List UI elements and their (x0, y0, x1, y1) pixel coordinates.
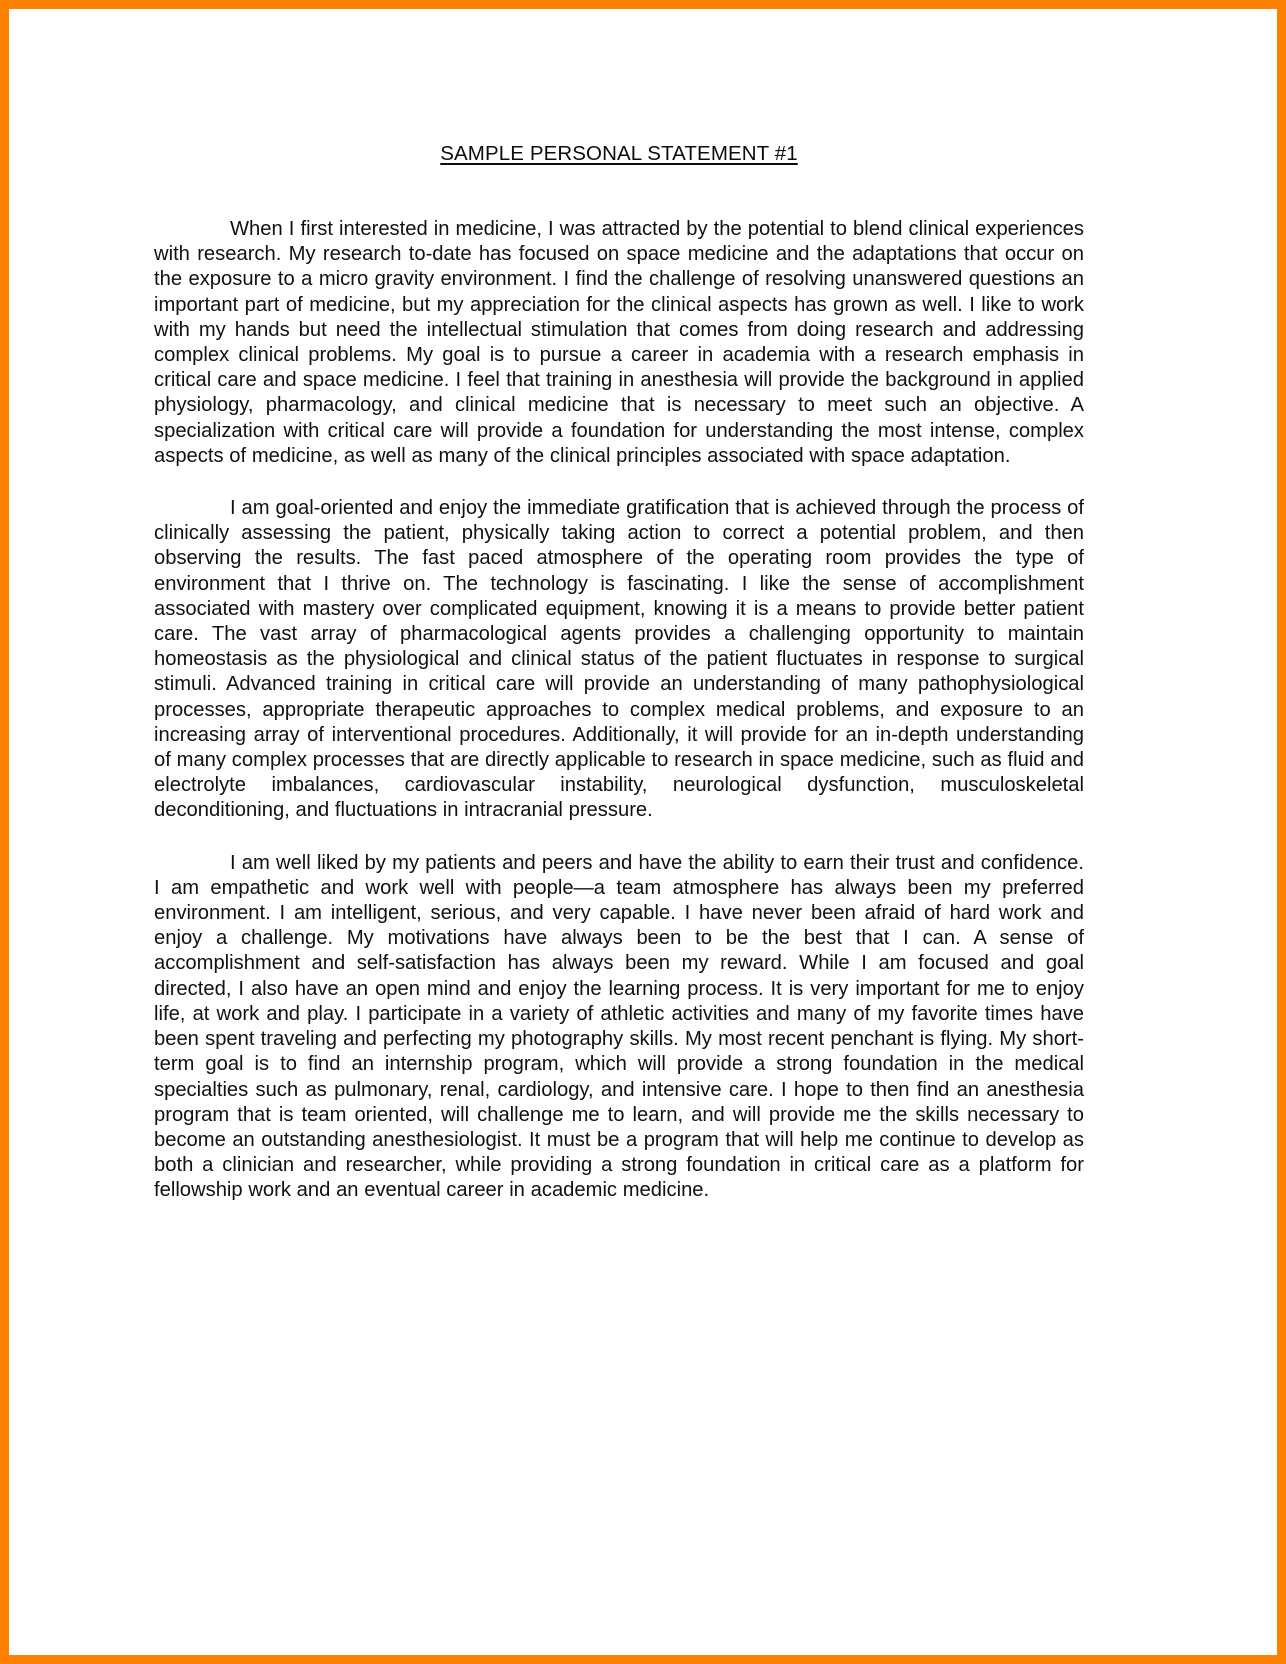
paragraph-3: I am well liked by my patients and peers and have the ability to earn their trust and confidence. I am empathetic and work well with people—a team atmosphere has always been my preferred environment. I am intelligent, serious, and very capable. I have never been afraid of hard work and enjoy a challenge. My motivations have always been to be the best that I can. A sense of accomplishment and self-satisfaction has always been my reward. While I am focused and goal directed, I also have an open mind and enjoy the learning process. It is very important for me to enjoy life, at work and play. I participate in a variety of athletic activities and many of my favorite times have been spent traveling and perfecting my photography skills. My most recent penchant is flying. My short-term goal is to find an internship program, which will provide a strong foundation in the medical specialties such as pulmonary, renal, cardiology, and intensive care. I hope to then find an anesthesia program that is team oriented, will challenge me to learn, and will provide me the skills necessary to become an outstanding anesthesiologist. It must be a program that will help me continue to develop as both a clinician and researcher, while providing a strong foundation in critical care as a platform for fellowship work and an eventual career in academic medicine. (154, 851, 1084, 1202)
paragraph-1: When I first interested in medicine, I was attracted by the potential to blend clinical experiences with research. My research to-date has focused on space medicine and the adaptations that occur on the exposure to a micro gravity environment. I find the challenge of resolving unanswered questions an important part of medicine, but my appreciation for the clinical aspects has grown as well. I like to work with my hands but need the intellectual stimulation that comes from doing research and addressing complex clinical problems. My goal is to pursue a career in academia with a research emphasis in critical care and space medicine. I feel that training in anesthesia will provide the background in applied physiology, pharmacology, and clinical medicine that is necessary to meet such an objective. A specialization with critical care will provide a foundation for understanding the most intense, complex aspects of medicine, as well as many of the clinical principles associated with space adaptation. (154, 218, 1084, 467)
paragraph-2: I am goal-oriented and enjoy the immediate gratification that is achieved through the process of clinically assessing the patient, physically taking action to correct a potential problem, and then observing the results. The fast paced atmosphere of the operating room provides the type of environment that I thrive on. The technology is fascinating. I like the sense of accomplishment associated with mastery over complicated equipment, knowing it is a means to provide better patient care. The vast array of pharmacological agents provides a challenging opportunity to maintain homeostasis as the physiological and clinical status of the patient fluctuates in response to surgical stimuli. Advanced training in critical care will provide an understanding of many pathophysiological processes, appropriate therapeutic approaches to complex medical problems, and exposure to an increasing array of interventional procedures. Additionally, it will provide for an in-depth understanding of many complex processes that are directly applicable to research in space medicine, such as fluid and electrolyte imbalances, cardiovascular instability, neurological dysfunction, musculoskeletal deconditioning, and fluctuations in intracranial pressure. (154, 497, 1084, 822)
document-page (18, 9, 1268, 1646)
page-title-text: SAMPLE PERSONAL STATEMENT #1 (440, 142, 798, 165)
page-title (154, 141, 1084, 167)
document-text-body (154, 141, 1084, 1204)
